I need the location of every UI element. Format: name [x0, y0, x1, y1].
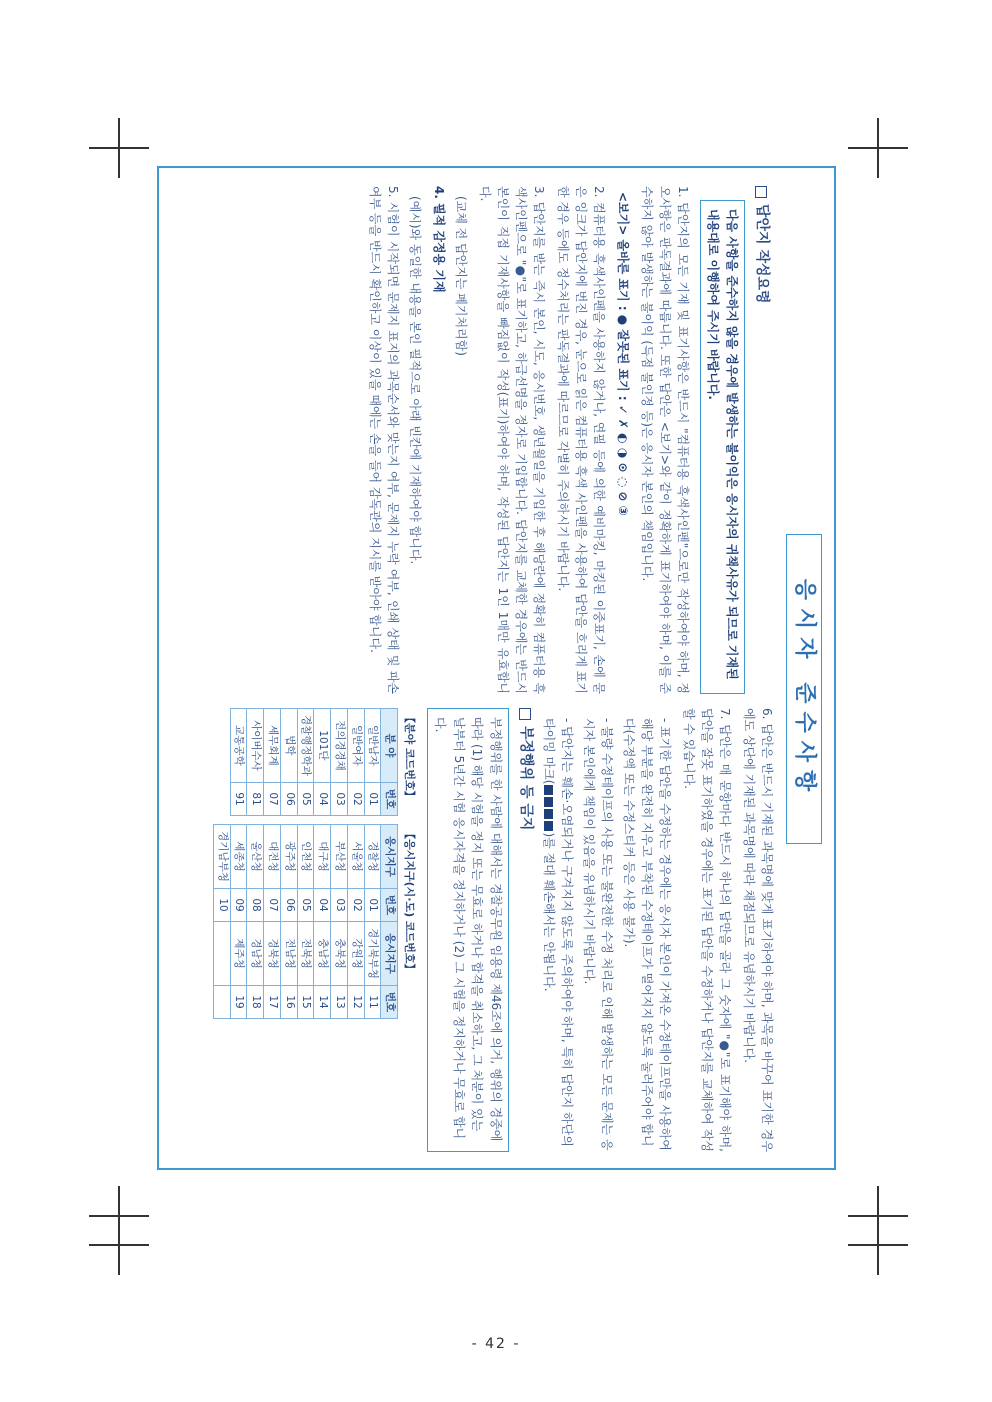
- table-cell: 세종청: [230, 825, 247, 889]
- table-cell: 91: [230, 782, 247, 815]
- page-frame: [157, 166, 836, 1170]
- table-cell: 충남청: [314, 922, 331, 986]
- table-cell: 충북청: [331, 922, 348, 986]
- timing-mark-icon: [544, 785, 553, 795]
- table-row: [280, 709, 297, 816]
- table-row: [264, 709, 281, 816]
- table-header-cell: 응시지구: [381, 922, 398, 986]
- table-cell: 12: [347, 985, 364, 1018]
- table-cell: 05: [297, 888, 314, 921]
- table-cell: 13: [331, 985, 348, 1018]
- table-row: [230, 709, 247, 816]
- table-cell: 15: [297, 985, 314, 1018]
- table-cell: 81: [247, 782, 264, 815]
- rule-item-5: 5. 시험이 시작되면 문제지 표지의 과목순서와 맞는지 여부, 문제지 누락 여부, 인쇄 상태 및 파손 여부 등을 반드시 확인하고 이상이 있을 때에는 손을 들어 감독관의 지시를 받아야 합니다.: [367, 186, 400, 694]
- rule-item-3: 3. 답안지를 받는 즉시 본인, 시도, 응시번호, 생년월일을 기입한 후 해당란에 정확히 컴퓨터용 흑색사인펜으로 "●"로 표기하고, 하급선명을 정자로 기입합니다. 답안지를 교체한 경우에는 반드시 본인이 직접 기재사항을 빠짐없이 작성(표기)하여야 하며, 작성된 답안지는 1인 1매만 유효합니다.: [477, 186, 546, 694]
- checkbox-square-icon: [520, 708, 532, 720]
- table-cell: 14: [314, 985, 331, 1018]
- timing-mark-icon: [544, 821, 553, 831]
- timing-mark-icon: [544, 809, 553, 819]
- table-row: [347, 825, 364, 1019]
- table-cell: 02: [347, 888, 364, 921]
- table-cell: 101단: [314, 709, 331, 783]
- timing-mark-icon: [544, 797, 553, 807]
- table-cell: 일반남자: [364, 709, 381, 783]
- table-cell: 01: [364, 782, 381, 815]
- crop-mark-top-left: [89, 118, 149, 178]
- table-cell: 제주청: [230, 922, 247, 986]
- table-cell: 전남청: [280, 922, 297, 986]
- table-cell: 17: [264, 985, 281, 1018]
- table-cell: 경남청: [247, 922, 264, 986]
- table-row: [280, 825, 297, 1019]
- crop-mark-top-right: [848, 118, 908, 178]
- table-cell: 09: [230, 888, 247, 921]
- table-cell: 05: [297, 782, 314, 815]
- table-cell: 10: [213, 888, 230, 921]
- rule-item-2: 2. 컴퓨터용 흑색사인펜을 사용하지 않거나, 연필 등에 의한 예비마킹, 마킹된 이중표기, 손에 묻은 잉크가 답안지에 번진 경우, 눈으로 읽은 컴퓨터용 흑색 사인펜을 사용하여 답안을 흐리게 표기한 경우 등에도 정수처리는 판독결과에 따르므로 각별히 주의하시기 바랍니다.: [555, 186, 606, 694]
- table-cell: 02: [347, 782, 364, 815]
- table-cell: 경찰청: [364, 825, 381, 889]
- field-code-table-wrap: [213, 708, 419, 816]
- table-header-cell: 번호: [381, 782, 398, 815]
- table-row: [331, 709, 348, 816]
- table-header-cell: 응시지구: [381, 825, 398, 889]
- field-code-table: [230, 708, 399, 816]
- table-header-cell: 분 야: [381, 709, 398, 783]
- table-row: [213, 825, 230, 1019]
- table-cell: 인천청: [297, 825, 314, 889]
- table-cell: 서울청: [347, 825, 364, 889]
- code-tables: [213, 708, 419, 1152]
- rule-item-4: 4. 필적 감정용 기재: [431, 186, 446, 293]
- table-row: [247, 825, 264, 1019]
- table-cell: 16: [280, 985, 297, 1018]
- table-cell: 교통공학: [230, 709, 247, 783]
- table-cell: 강원청: [347, 922, 364, 986]
- table-cell: 광주청: [280, 825, 297, 889]
- table-cell: 경북청: [264, 922, 281, 986]
- rotated-content: [161, 168, 836, 1168]
- table-cell: 경기남부청: [213, 825, 230, 889]
- table-row: [314, 825, 331, 1019]
- page-title: 응시자 준수사항: [786, 534, 822, 844]
- table-header-cell: 번호: [381, 888, 398, 921]
- table-cell: [213, 985, 230, 1018]
- table-cell: 전북청: [297, 922, 314, 986]
- rule-item-1: 1. 답안지의 모든 기재 및 표기사항은 반드시 "컴퓨터용 흑색사인펜"으로만 작성하여야 하며, 정오사항은 판독결과에 따릅니다. 또한 답안은 <보기>와 같이 정확하게 표기하여야 하며, 이를 준수하지 않아 발생하는 불이익 (득점 불인정 등)은 응시자 본인의 책임입니다.: [639, 186, 690, 694]
- table-row: [364, 709, 381, 816]
- table-cell: 11: [364, 985, 381, 1018]
- table-row: [364, 825, 381, 1019]
- crop-mark-bottom-right-lower: [848, 1215, 908, 1275]
- table-row: [331, 825, 348, 1019]
- table-cell: 법학: [280, 709, 297, 783]
- table-header-cell: 번호: [381, 985, 398, 1018]
- prohibition-box: 부정행위를 한 사람에 대해서는 경찰공무원 임용령 제46조에 의거, 행위의 경중에 따라 (1) 해당 시험을 정지 또는 무효로 하거나 합격을 취소하고, 그 처분이 있는 날부터 5년간 시험 응시자격을 정지하거나 (2) 그 시험을 정지하거나 무효로 합니다.: [427, 708, 509, 1152]
- table-cell: 04: [314, 888, 331, 921]
- crop-mark-bottom-left-lower: [89, 1215, 149, 1275]
- section-answer-sheet-guide: 답안지 작성요령: [751, 186, 772, 694]
- table-cell: 대구청: [314, 825, 331, 889]
- table-cell: 대전청: [264, 825, 281, 889]
- table-cell: 01: [364, 888, 381, 921]
- table-cell: 부산청: [331, 825, 348, 889]
- rule-item-3-note: (교체 전 답안지는 폐기처리함): [453, 196, 468, 356]
- rule-item-6: 6. 답안은 반드시 기재된 과목명에 맞게 표기하여야 하며, 과목을 바꾸어 표기한 경우에도 상단에 기재된 과목명에 따라 채점되므로 유념하시기 바랍니다.: [742, 708, 774, 1152]
- table-cell: 06: [280, 782, 297, 815]
- table-row: [247, 709, 264, 816]
- page-number: - 42 -: [471, 1336, 521, 1352]
- table-cell: 08: [247, 888, 264, 921]
- table-cell: 경기북부청: [364, 922, 381, 986]
- table-cell: 세무회계: [264, 709, 281, 783]
- region-table-title: 【응시지구(시·도) 코드번호】: [402, 828, 416, 975]
- field-table-title: 【분야 코드번호】: [402, 712, 416, 802]
- table-cell: 경찰행정학과: [297, 709, 314, 783]
- table-cell: 07: [264, 782, 281, 815]
- table-cell: 03: [331, 888, 348, 921]
- table-row: [297, 825, 314, 1019]
- notice-box: 다음 사항을 준수하지 않을 경우에 발생하는 불이익은 응시자의 귀책사유가 되므로 기재된 내용대로 이행하여 주시기 바랍니다.: [700, 200, 745, 694]
- section-prohibition: 부정행위 등 금지: [515, 708, 536, 1152]
- table-cell: 일반여자: [347, 709, 364, 783]
- table-row: [230, 825, 247, 1019]
- rule-item-7-dash-2: - 불량 수정테이프의 사용 또는 불완전한 수정 처리로 인해 발생하는 모든 문제는 응시자 본인에게 책임이 있음을 유념하시기 바랍니다.: [582, 718, 614, 1151]
- region-code-table: [213, 824, 398, 1019]
- rule-item-7: 7. 답안은 매 문항마다 반드시 하나의 답만을 골라 그 숫자에 "●"로 표기해야 하며, 답안을 잘못 표기하였을 경우에는 표기된 답안을 수정하거나 답안지를 교체하여 작성할 수 있습니다.: [682, 708, 732, 1152]
- rule-item-7-dash-1: - 표기한 답안을 수정하는 경우에는 응시자 본인이 가져온 수정테이프만을 사용하여 해당 부분을 완전히 지우고 부착된 수정테이프가 떨어지지 않도록 눌러주어야 합니다(수정액 또는 수정스티커 등은 사용 불가).: [622, 718, 672, 1151]
- table-cell: 18: [247, 985, 264, 1018]
- table-cell: 03: [331, 782, 348, 815]
- table-row: [347, 709, 364, 816]
- left-column: [213, 186, 776, 694]
- region-code-table-wrap: [213, 824, 419, 1019]
- rule-item-7-dash-3: - 답안지는 훼손·오염되거나 구겨지지 않도록 주의하여야 하며, 특히 답안지 하단의 타이밍 마크()를 절대 훼손해서는 안됩니다.: [542, 718, 574, 1147]
- table-cell: 19: [230, 985, 247, 1018]
- table-cell: 04: [314, 782, 331, 815]
- table-row: [264, 825, 281, 1019]
- rule-item-4-note: (예시)와 동일한 내용을 본인 필적으로 아래 빈칸에 기재하여야 합니다.: [407, 196, 422, 565]
- table-cell: 사이버수사: [247, 709, 264, 783]
- table-cell: 전의경경채: [331, 709, 348, 783]
- checkbox-square-icon: [756, 186, 768, 198]
- table-cell: 07: [264, 888, 281, 921]
- table-cell: 06: [280, 888, 297, 921]
- table-row: [314, 709, 331, 816]
- table-cell: [213, 922, 230, 986]
- table-cell: 울산청: [247, 825, 264, 889]
- right-column: [213, 708, 776, 1152]
- table-row: [297, 709, 314, 816]
- marking-example: <보기> 올바른 표기 : ● 잘못된 표기 : ✓ ✗ ◐ ◑ ⊙ ◌ ⊘ ③: [615, 192, 630, 516]
